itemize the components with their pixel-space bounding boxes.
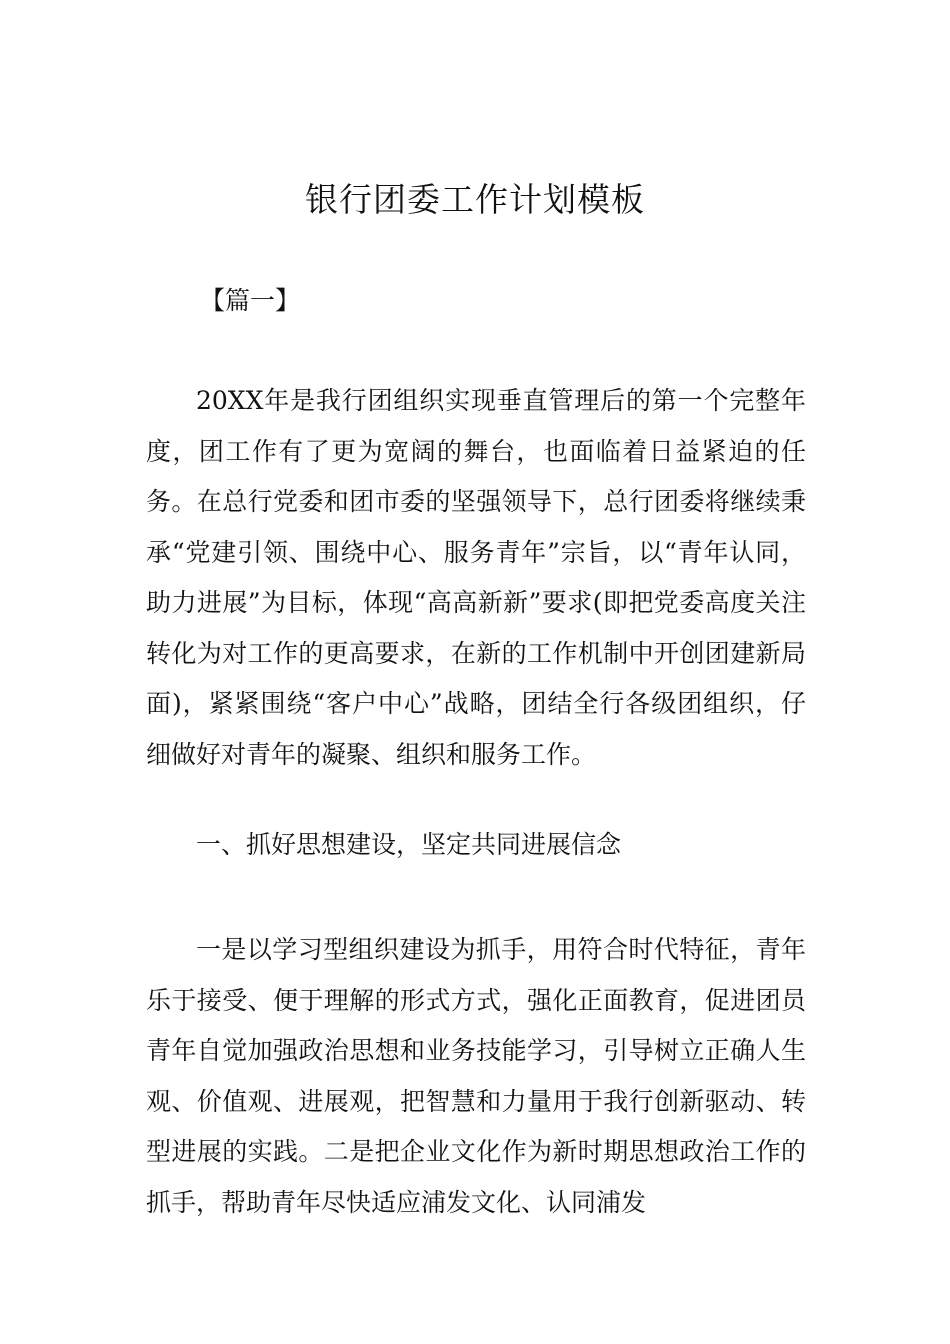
section-label: 【篇一】 — [200, 286, 301, 315]
document-title: 银行团委工作计划模板 — [305, 180, 645, 219]
intro-paragraph: 20XX年是我行团组织实现垂直管理后的第一个完整年度，团工作有了更为宽阔的舞台，也面临着日益紧迫的任务。在总行党委和团市委的坚强领导下，总行团委将继续秉承“党建引领、围绕中心、服务青年”宗旨，以“青年认同，助力进展”为目标，体现“高高新新”要求(即把党委高度关注转化为对工作的更高要求，在新的工作机制中开创团建新局面)，紧紧围绕“客户中心”战略，团结全行各级团组织，仔细做好对青年的凝聚、组织和服务工作。 — [146, 386, 806, 769]
section-heading-1: 一、抓好思想建设，坚定共同进展信念 — [196, 830, 622, 859]
body-paragraph-1: 一是以学习型组织建设为抓手，用符合时代特征，青年乐于接受、便于理解的形式方式，强化正面教育，促进团员青年自觉加强政治思想和业务技能学习，引导树立正确人生观、价值观、进展观，把智慧和力量用于我行创新驱动、转型进展的实践。二是把企业文化作为新时期思想政治工作的抓手，帮助青年尽快适应浦发文化、认同浦发 — [146, 935, 806, 1217]
